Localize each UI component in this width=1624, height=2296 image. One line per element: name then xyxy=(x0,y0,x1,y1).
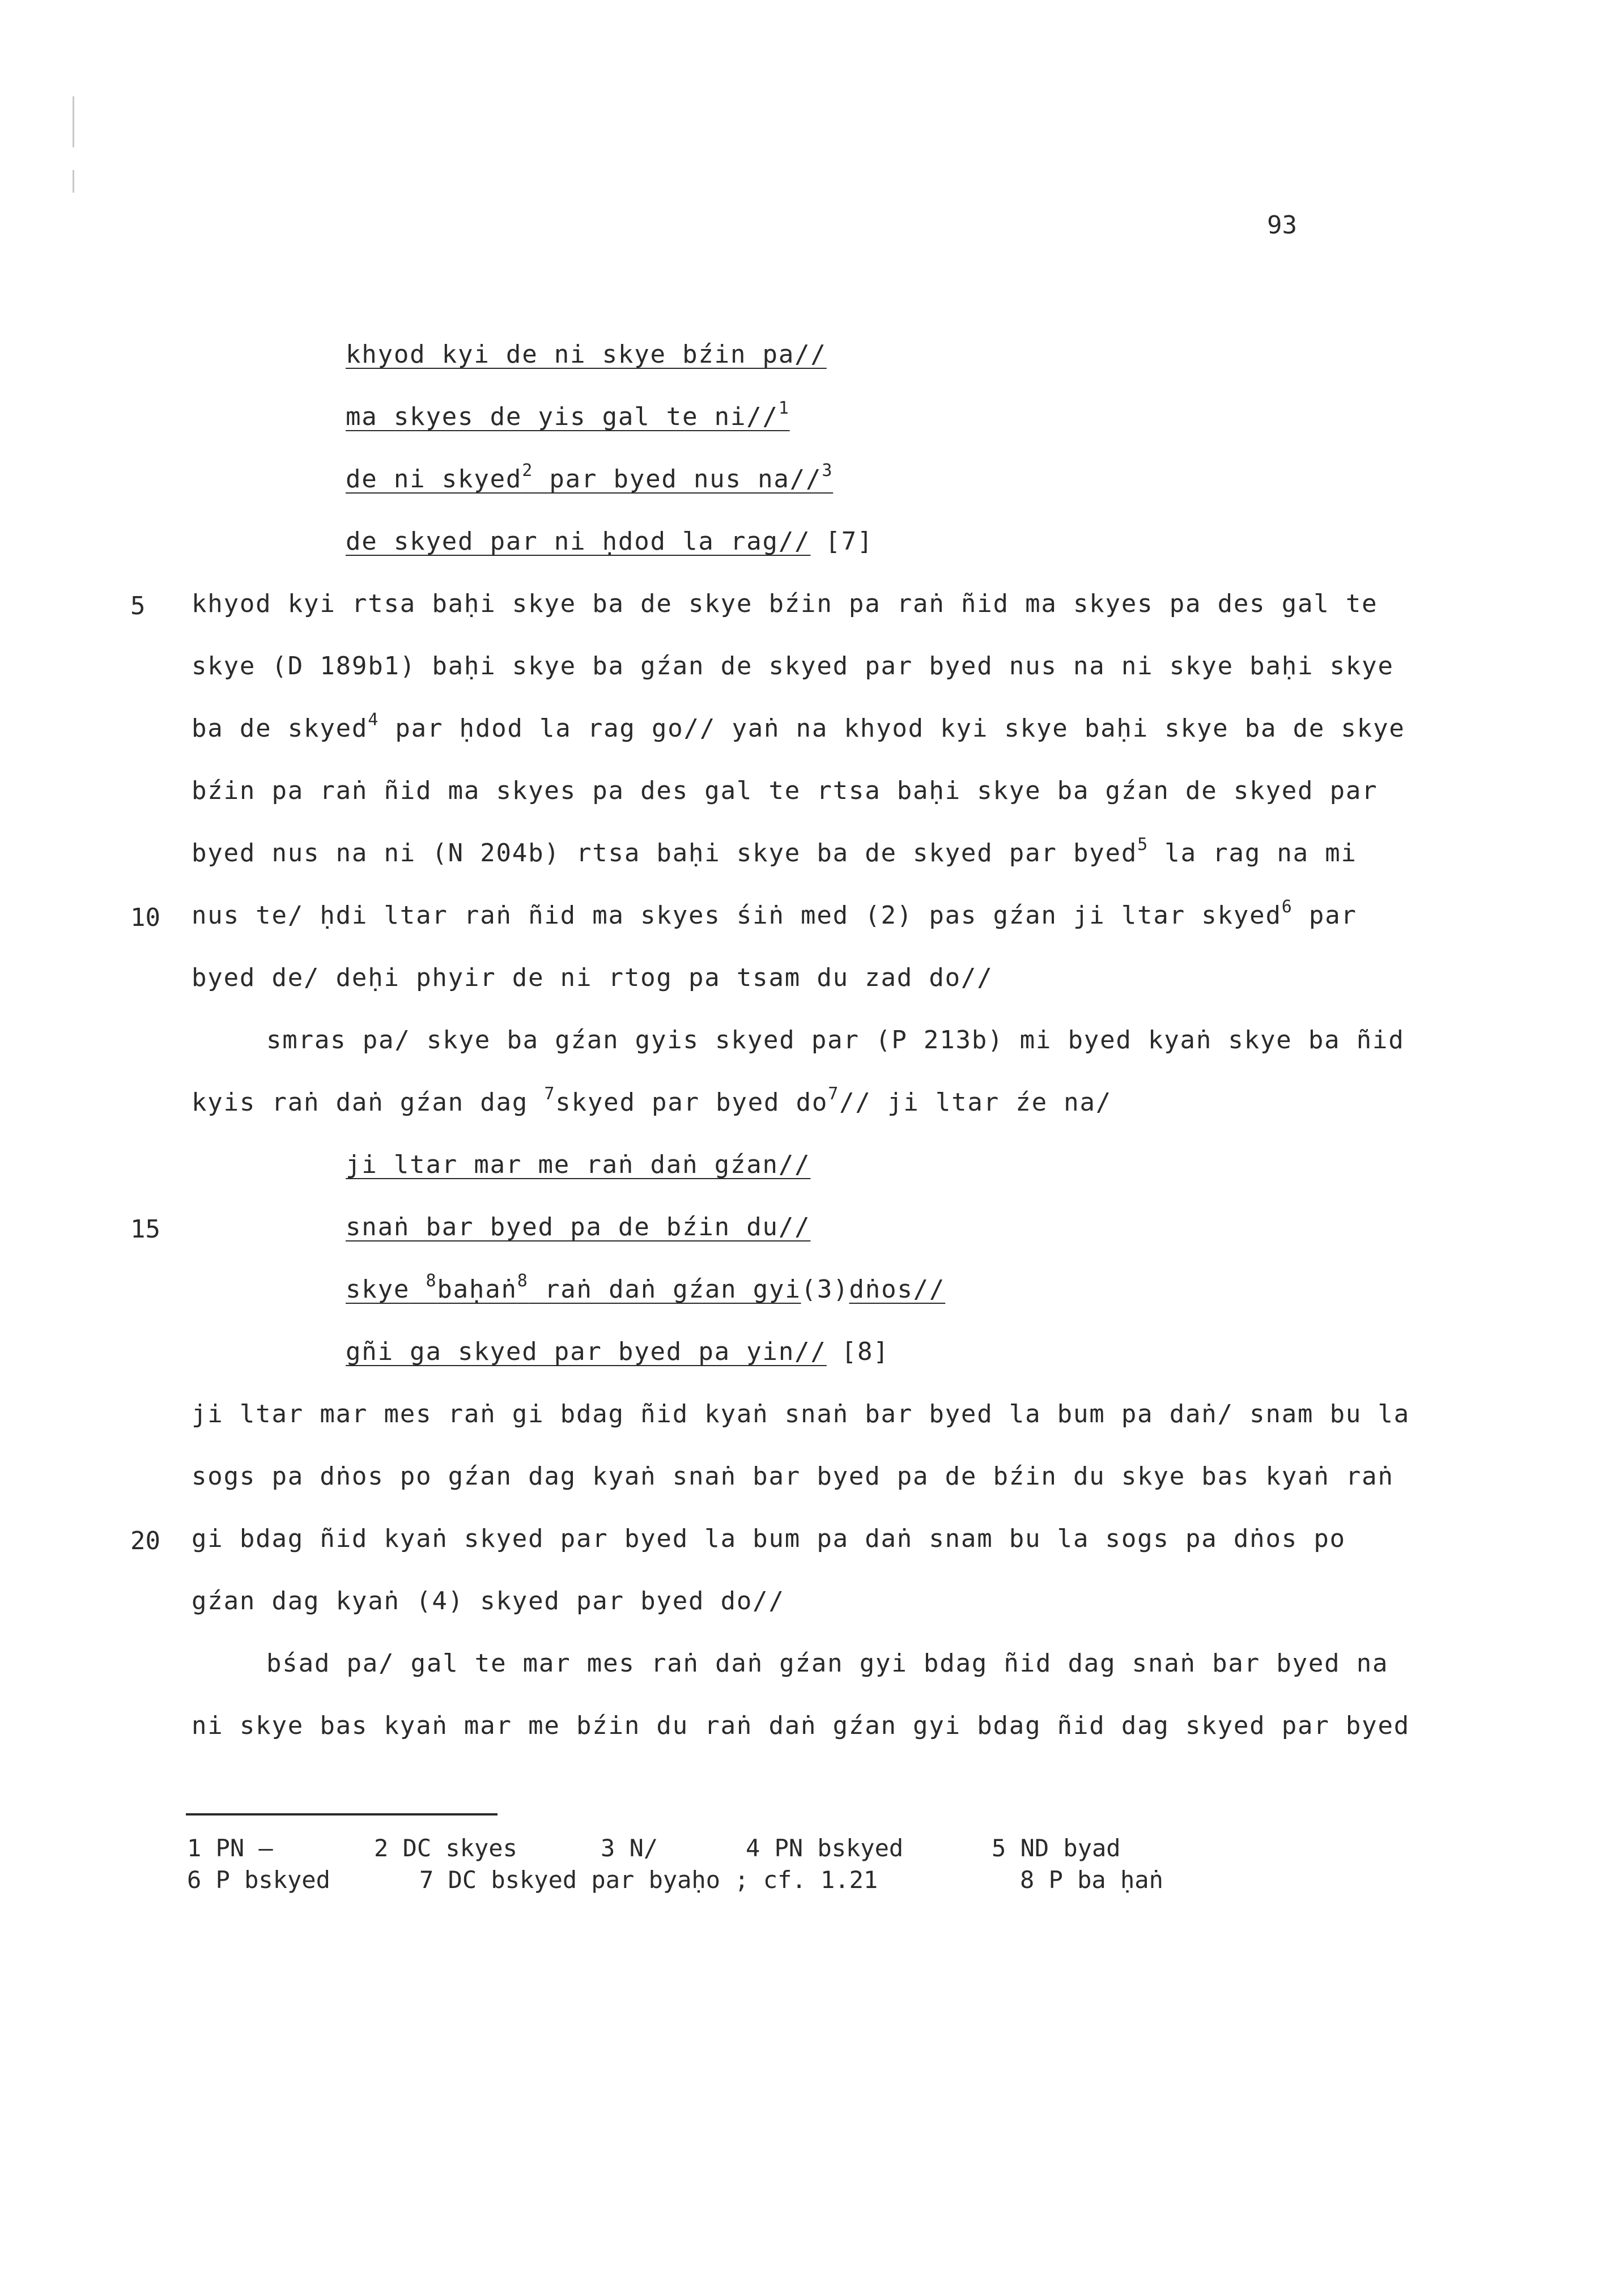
footnote: 5 ND byad xyxy=(992,1834,1121,1862)
verse-line: skye $^8$baḥaṅ$^8$ raṅ daṅ gźan gyi(3)dṅos// xyxy=(346,1271,946,1304)
line-number: 15 xyxy=(130,1215,160,1244)
verse-line: de ni skyed$^2$ par byed nus na//$^3$ xyxy=(346,461,834,494)
prose-line: ji ltar mar mes raṅ gi bdag ñid kyaṅ snaṅ bar byed la bum pa daṅ/ snam bu la xyxy=(192,1400,1410,1428)
margin-mark xyxy=(73,96,74,147)
prose-line: gźan dag kyaṅ (4) skyed par byed do// xyxy=(192,1587,785,1615)
footnote: 6 P bskyed xyxy=(187,1866,330,1894)
prose-line: byed nus na ni (N 204b) rtsa baḥi skye ba de skyed par byed$^5$ la rag na mi xyxy=(192,835,1357,868)
prose-line: bśad pa/ gal te mar mes raṅ daṅ gźan gyi bdag ñid dag snaṅ bar byed na xyxy=(266,1649,1389,1678)
verse-line: khyod kyi de ni skye bźin pa// xyxy=(346,340,827,369)
footnote: 7 DC bskyed par byaḥo ; cf. 1.21 xyxy=(419,1866,878,1894)
verse-line: gñi ga skyed par byed pa yin// [8] xyxy=(346,1336,890,1368)
prose-line: khyod kyi rtsa baḥi skye ba de skye bźin pa raṅ ñid ma skyes pa des gal te xyxy=(192,589,1378,618)
prose-line: kyis raṅ daṅ gźan dag $^7$skyed par byed $do^7//$ ji ltar źe na/ xyxy=(192,1084,1112,1117)
prose-line: ba de skyed$^4$ par ḥdod la rag go// yaṅ na khyod kyi skye baḥi skye ba de skye xyxy=(192,710,1405,743)
footnote-marker: 5 xyxy=(1137,835,1149,854)
line-number: 20 xyxy=(130,1527,160,1555)
prose-line: sogs pa dṅos po gźan dag kyaṅ snaṅ bar byed pa de bźin du skye bas kyaṅ raṅ xyxy=(192,1462,1394,1491)
line-number: 10 xyxy=(130,903,160,932)
footnote-marker: 4 xyxy=(368,710,380,730)
footnote: 8 P ba ḥaṅ xyxy=(1020,1866,1163,1894)
footnote-marker: 2 xyxy=(522,461,534,481)
prose-line: smras pa/ skye ba gźan gyis skyed par (P 213b) mi byed kyaṅ skye ba ñid xyxy=(266,1026,1405,1055)
footnote-marker: 1 xyxy=(778,398,790,418)
prose-line: bźin pa raṅ ñid ma skyes pa des gal te rtsa baḥi skye ba gźan de skyed par xyxy=(192,776,1378,805)
verse-number: [8] xyxy=(841,1337,890,1366)
prose-line: skye (D 189b1) baḥi skye ba gźan de skyed par byed nus na ni skye baḥi skye xyxy=(192,652,1394,681)
footnote-rule xyxy=(186,1813,498,1815)
verse-number: [7] xyxy=(825,527,874,556)
footnote-marker: 3 xyxy=(822,461,834,481)
footnote-marker: 8 xyxy=(426,1271,437,1291)
line-number: 5 xyxy=(130,592,146,620)
verse-line: de skyed par ni ḥdod la rag// [7] xyxy=(346,526,873,558)
footnote: 4 PN bskyed xyxy=(746,1834,904,1862)
verse-line: snaṅ bar byed pa de bźin du// xyxy=(346,1213,811,1241)
verse-line: ma skyes de yis gal te ni//$^1$ xyxy=(346,398,790,431)
verse-line: ji ltar mar me raṅ daṅ gźan// xyxy=(346,1150,811,1179)
footnote: 3 N/ xyxy=(601,1834,658,1862)
footnote-marker: 7 xyxy=(544,1084,556,1104)
footnote-marker: 7 xyxy=(828,1084,840,1104)
prose-line: gi bdag ñid kyaṅ skyed par byed la bum pa daṅ snam bu la sogs pa dṅos po xyxy=(192,1524,1346,1553)
prose-line: nus te/ ḥdi ltar raṅ ñid ma skyes śiṅ med (2) pas gźan ji ltar skyed$^6$ par xyxy=(192,897,1357,930)
footnote-marker: 8 xyxy=(517,1271,529,1291)
footnote: 2 DC skyes xyxy=(374,1834,517,1862)
footnote-marker: 6 xyxy=(1281,897,1293,917)
prose-line: byed de/ deḥi phyir de ni rtog pa tsam du zad do// xyxy=(192,963,993,992)
page-number: 93 xyxy=(1267,211,1297,240)
margin-mark xyxy=(73,170,74,193)
prose-line: ni skye bas kyaṅ mar me bźin du raṅ daṅ gźan gyi bdag ñid dag skyed par byed xyxy=(192,1711,1410,1740)
footnote: 1 PN — xyxy=(187,1834,273,1862)
